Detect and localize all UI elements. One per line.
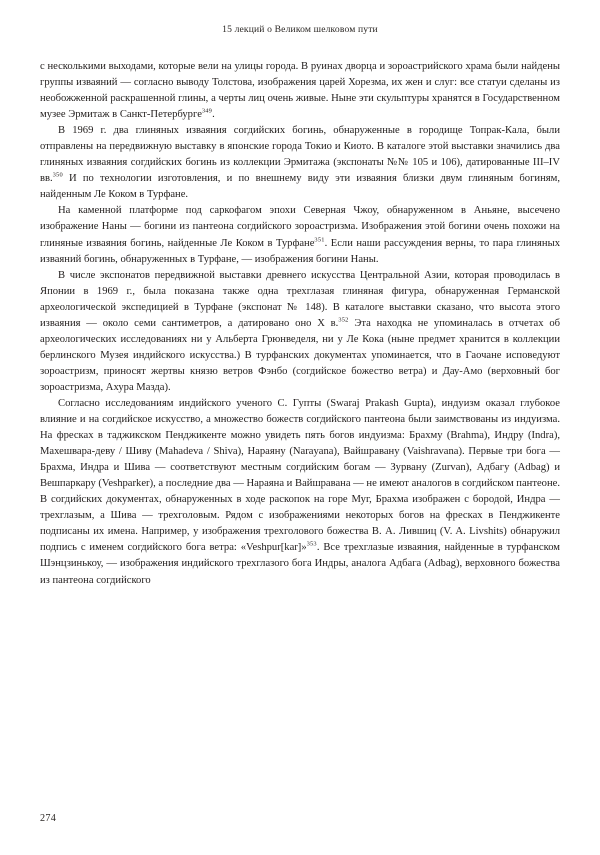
page-number: 274 bbox=[40, 813, 57, 824]
paragraph-4-tail: Эта находка не упоминалась в отчетах об археологических исследованиях ни у Альберта Грюнведеля, ни у Ле Кока (ныне предмет хранится в коллекции берлинского Музея индийского искусства.) В турфанских документах упоминается, что в Гаочане исповедуют зороастризм, приносят жертвы князю ветров Фэнбо (согдийское божество ветра) и Дау-Амо (верховный бог зороастризма, Ахура Мазда). bbox=[40, 317, 560, 393]
paragraph-5-tail: . Все трехглазые изваяния, найденные в турфанском Шэнцзинькоу, — изображения индийского трехглазого бога Индры, аналога Адбага (Adbag), верховного божества из пантеона согдийского bbox=[40, 542, 560, 586]
footnote-marker-351: 351 bbox=[314, 235, 325, 243]
paragraph-1-tail: . bbox=[212, 109, 215, 121]
paragraph-3 bbox=[40, 203, 560, 267]
footnote-marker-352: 352 bbox=[338, 316, 349, 324]
paragraph-1 bbox=[40, 59, 560, 123]
paragraph-3-text: На каменной платформе под саркофагом эпохи Северная Чжоу, обнаруженном в Аньяне, высечено изображение Наны — богини из пантеона согдийского зороастризма. Изображения этой богини очень похожи на глиняные изваяния богинь, найденные Ле Коком в Турфане bbox=[40, 205, 560, 249]
footnote-marker-349: 349 bbox=[201, 107, 213, 115]
running-head: 15 лекций о Великом шелковом пути bbox=[222, 24, 378, 35]
paragraph-5 bbox=[40, 396, 560, 589]
paragraph-2 bbox=[40, 123, 560, 203]
paragraph-4-text: В числе экспонатов передвижной выставки древнего искусства Центральной Азии, которая проводилась в Японии в 1969 г., была показана также одна трехглазая глиняная фигура, обнаруженная Германской археологической экспедицией в Турфане (экспонат № 148). В каталоге выставки сказано, что высота этого изваяния — около семи сантиметров, а датировано оно X в. bbox=[40, 269, 560, 329]
paragraph-2-tail: И по технологии изготовления, и по внешнему виду эти изваяния близки двум глиняным богиням, найденным Ле Коком в Турфане. bbox=[40, 173, 560, 201]
paragraph-5-text: Согласно исследованиям индийского ученого С. Гупты (Swaraj Prakash Gupta), индуизм оказал глубокое влияние и на согдийское искусство, а множество божеств согдийского пантеона были заимствованы из индуизма. На фресках в таджикском Пенджикенте можно увидеть пять богов индуизма: Брахму (Brahma), Индру (Indra), Махешвара-деву / Шиву (Mahadeva / Shiva), Нараяну (Narayana), Вайшравану (Vaishravana). Первые три бога — Брахма, Индра и Шива — соответствуют местным согдийским богам — Зурвану (Zurvan), Адбагу (Adbag) и Вешпаркару (Veshparker), а последние два — Нараяна и Вайшравана — не имеют аналогов в согдийском пантеоне. В согдийских документах, обнаруженных в ходе раскопок на горе Муг, Брахма изображен с бородой, Индра — трехглазым, а Шива — трехголовым. Рядом с изображениями некоторых богов на фресках в Пенджикенте подписаны их имена. Например, у изображения трехголового божества В. А. Лившиц (V. A. Livshits) обнаружил подпись с именем согдийского бога ветра: «Veshpur[kar]» bbox=[40, 397, 560, 554]
body-text-column bbox=[40, 59, 560, 589]
footnote-marker-350: 350 bbox=[52, 171, 63, 179]
paragraph-1-text: с несколькими выходами, которые вели на улицы города. В руинах дворца и зороастрийского храма были найдены группы изваяний — согласно выводу Толстова, изображения царей Хорезма, их жен и слуг: все статуи сделаны из необожженной раскрашенной глины, а черты лиц очень живые. Ныне эти скульптуры хранятся в Государственном музее Эрмитаж в Санкт-Петербурге bbox=[40, 61, 560, 121]
paragraph-3-tail: . Если наши рассуждения верны, то пара глиняных изваяний богинь, обнаруженных в Турфане, — изображения богини Наны. bbox=[40, 237, 560, 265]
paragraph-4 bbox=[40, 268, 560, 396]
paragraph-2-text: В 1969 г. два глиняных изваяния согдийских богинь, обнаруженные в городище Топрак-Кала, были отправлены на передвижную выставку в японские города Токио и Киото. В каталоге этой выставки значились два глиняных изваяния согдийских богинь из коллекции Эрмитажа (экспонаты №№ 105 и 106), датированные III–IV вв. bbox=[40, 125, 560, 185]
footnote-marker-353: 353 bbox=[306, 540, 317, 548]
